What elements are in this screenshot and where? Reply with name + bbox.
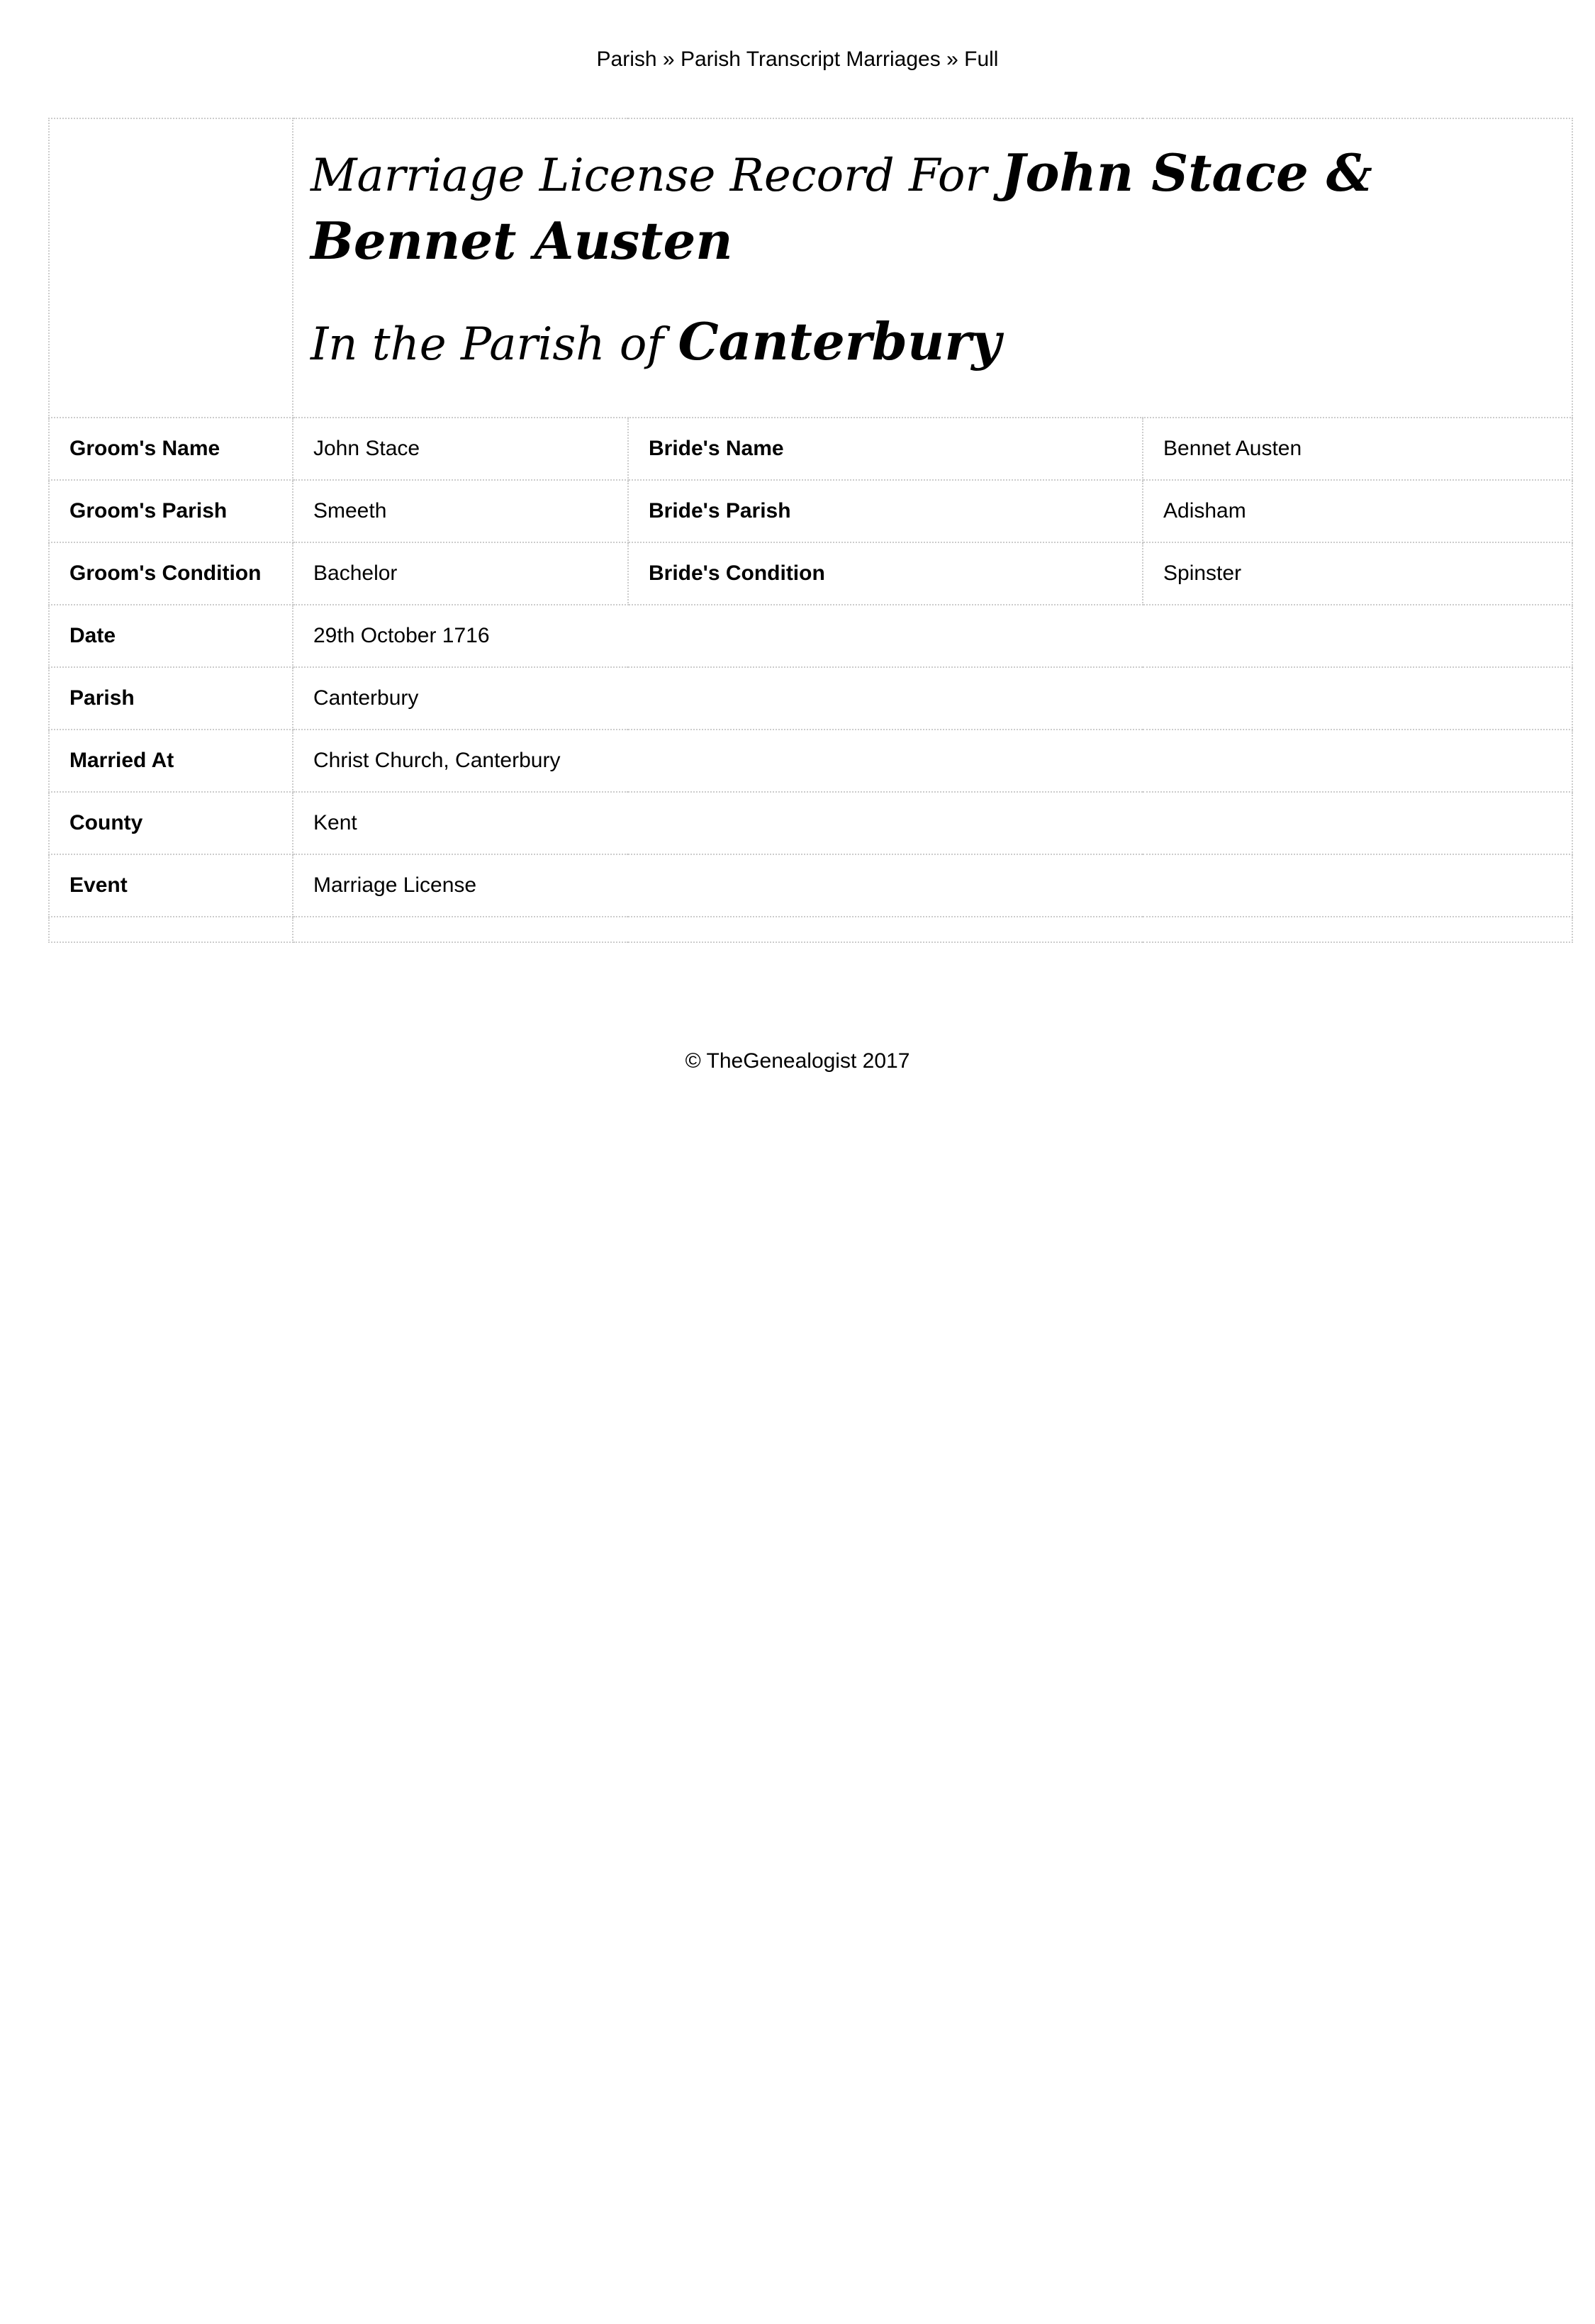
record-subtitle-prefix: In the Parish of (310, 318, 678, 371)
grooms-condition-label: Groom's Condition (49, 542, 293, 605)
breadcrumb-separator (675, 48, 681, 71)
copyright-text: © TheGenealogist 2017 (685, 1049, 910, 1073)
breadcrumb-item-full: Full (964, 48, 999, 71)
table-row (49, 418, 1572, 480)
empty-value-cell (293, 917, 1572, 942)
parish-label: Parish (49, 667, 293, 730)
event-value: Marriage License (293, 854, 1572, 917)
table-row (49, 542, 1572, 605)
record-header-cell (293, 118, 1572, 418)
record-subtitle-place: Canterbury (678, 311, 1002, 371)
marriage-record-table (48, 118, 1573, 943)
county-label: County (49, 792, 293, 854)
brides-condition-value: Spinster (1143, 542, 1572, 605)
breadcrumb-separator (657, 48, 663, 71)
table-row (49, 792, 1572, 854)
record-subtitle (310, 309, 1555, 377)
header-row (49, 118, 1572, 418)
breadcrumb-separator (958, 48, 964, 71)
parish-value: Canterbury (293, 667, 1572, 730)
brides-name-label: Bride's Name (628, 418, 1143, 480)
breadcrumb-separator-icon: » (946, 48, 958, 71)
brides-name-value: Bennet Austen (1143, 418, 1572, 480)
table-row (49, 667, 1572, 730)
table-row (49, 854, 1572, 917)
brides-parish-value: Adisham (1143, 480, 1572, 542)
brides-condition-label: Bride's Condition (628, 542, 1143, 605)
married-at-label: Married At (49, 730, 293, 792)
table-row (49, 480, 1572, 542)
table-row (49, 605, 1572, 667)
grooms-name-value: John Stace (293, 418, 628, 480)
married-at-value: Christ Church, Canterbury (293, 730, 1572, 792)
county-value: Kent (293, 792, 1572, 854)
brides-parish-label: Bride's Parish (628, 480, 1143, 542)
breadcrumb-separator (941, 48, 946, 71)
grooms-parish-value: Smeeth (293, 480, 628, 542)
grooms-parish-label: Groom's Parish (49, 480, 293, 542)
breadcrumb-item-parish[interactable]: Parish (596, 48, 657, 71)
record-title-prefix: Marriage License Record For (310, 150, 1002, 202)
breadcrumb-separator-icon: » (662, 48, 675, 71)
grooms-name-label: Groom's Name (49, 418, 293, 480)
date-label: Date (49, 605, 293, 667)
empty-row (49, 917, 1572, 942)
date-value: 29th October 1716 (293, 605, 1572, 667)
record-title (310, 140, 1555, 276)
table-row (49, 730, 1572, 792)
breadcrumb (0, 0, 1595, 72)
record-title-names: John Stace & Bennet Austen (310, 143, 1372, 271)
event-label: Event (49, 854, 293, 917)
grooms-condition-value: Bachelor (293, 542, 628, 605)
breadcrumb-item-parish-transcript-marriages[interactable]: Parish Transcript Marriages (680, 48, 941, 71)
empty-label-cell (49, 917, 293, 942)
header-spacer-cell (49, 118, 293, 418)
